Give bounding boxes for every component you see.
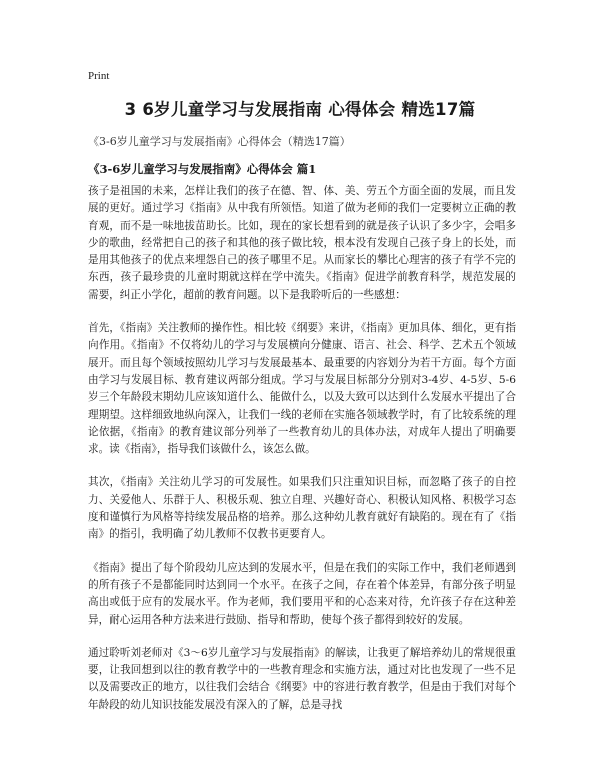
paragraph: 孩子是祖国的未来，怎样让我们的孩子在德、智、体、美、劳五个方面全面的发展，而且发展的更好。通过学习《指南》从中我有所领悟。知道了做为老师的我们一定要树立正确的教育观，而不是一味地拔苗助长。比如，现在的家长想看到的就是孩子认识了多少字，会唱多少的歌曲，经常把自己的孩子和其他的孩子做比较，根本没有发现自己孩子身上的长处，而是用其他孩子的优点来埋怨自己的孩子哪里不足。从而家长的攀比心理害的孩子有学不完的东西，孩子最珍贵的儿童时期就这样在学中流失。《指南》促进学前教育科学，规范发展的需要，纠正小学化，超前的教育问题。以下是我聆听后的一些感想： — [88, 185, 516, 301]
paragraph: 通过聆听刘老师对《3～6岁儿童学习与发展指南》的解读，让我更了解培养幼儿的常规很重要，让我回想到以往的教育教学中的一些教育理念和实施方法，通过对比也发现了一些不足以及需要改正的地方，以往我们会结合《纲要》中的容进行教育教学，但是由于我们对每个年龄段的幼儿知识技能发展没有深入的了解，总是寻找 — [88, 646, 516, 711]
paragraph: 首先，《指南》关注教师的操作性。相比较《纲要》来讲，《指南》更加具体、细化，更有指向作用。《指南》不仅将幼儿的学习与发展横向分健康、语言、社会、科学、艺术五个领域展开。而且每个领域按照幼儿学习与发展最基本、最重要的内容划分为若干方面。每个方面由学习与发展目标、教育建议两部分组成。学习与发展目标部分分别对3-4岁、4-5岁、5-6岁三个年龄段末期幼儿应该知道什么、能做什么，以及大致可以达到什么发展水平提出了合理期望。这样细致地纵向深入，让我们一线的老师在实施各领域教学时，有了比较系统的理论依据，《指南》的教育建议部分列举了一些教育幼儿的具体办法，对成年人提出了明确要求。读《指南》，指导我们该做什么，该怎么做。 — [88, 322, 516, 456]
print-label[interactable]: Print — [88, 70, 110, 82]
section-heading: 《3-6岁儿童学习与发展指南》心得体会 篇1 — [88, 162, 317, 176]
paragraph: 《指南》提出了每个阶段幼儿应达到的发展水平，但是在我们的实际工作中，我们老师遇到的所有孩子不是都能同时达到同一个水平。在孩子之间，存在着个体差异，有部分孩子明显高出或低于应有的发展水平。作为老师，我们要用平和的心态来对待，允许孩子存在这种差异，耐心运用各种方法来进行鼓励、指导和帮助，使每个孩子都得到较好的发展。 — [88, 561, 516, 626]
document-body — [88, 183, 516, 730]
document-subtitle: 《3-6岁儿童学习与发展指南》心得体会（精选17篇） — [88, 135, 351, 148]
paragraph: 其次，《指南》关注幼儿学习的可发展性。如果我们只注重知识目标，而忽略了孩子的自控力、关爱他人、乐群于人、积极乐观、独立自理、兴趣好奇心、积极认知风格、积极学习态度和谨慎行为风格等持续发展品格的培养。那么这种幼儿教育就好有缺陷的。现在有了《指南》的指引，我明确了幼儿教师不仅教书更要育人。 — [88, 476, 516, 541]
document-title: 3 6岁儿童学习与发展指南 心得体会 精选17篇 — [124, 100, 476, 119]
